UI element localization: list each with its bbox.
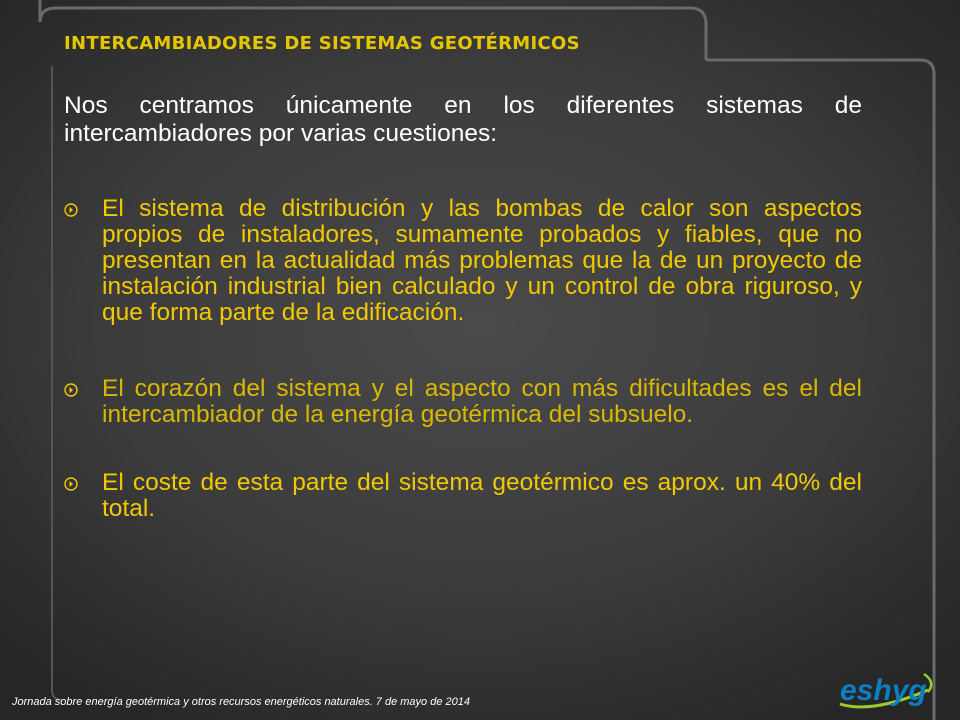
bullet-item [64,196,862,326]
eshyg-logo [832,660,942,716]
circled-arrow-right-icon [64,383,78,397]
footer-text: Jornada sobre energía geotérmica y otros recursos energéticos naturales. 7 de mayo de 2014 [12,696,470,708]
bullet-item [64,376,862,428]
bullet-text: El corazón del sistema y el aspecto con más dificultades es el del intercambiador de la energía geotérmica del subsuelo. [102,375,862,428]
circled-arrow-right-icon [64,203,78,217]
bullet-list [64,196,862,522]
bullet-item [64,470,862,522]
slide-title: INTERCAMBIADORES DE SISTEMAS GEOTÉRMICOS [64,33,580,54]
intro-paragraph: Nos centramos únicamente en los diferentes sistemas de intercambiadores por varias cuestiones: [64,92,862,147]
logo-text: eshyg [840,674,927,707]
bullet-text: El coste de esta parte del sistema geotérmico es aprox. un 40% del total. [102,469,862,522]
circled-arrow-right-icon [64,477,78,491]
bullet-text: El sistema de distribución y las bombas de calor son aspectos propios de instaladores, sumamente probados y fiables, que no presentan en la actualidad más problemas que la de un proyecto de instalación industrial bien calculado y un control de obra riguroso, y que forma parte de la edificación. [102,195,862,326]
